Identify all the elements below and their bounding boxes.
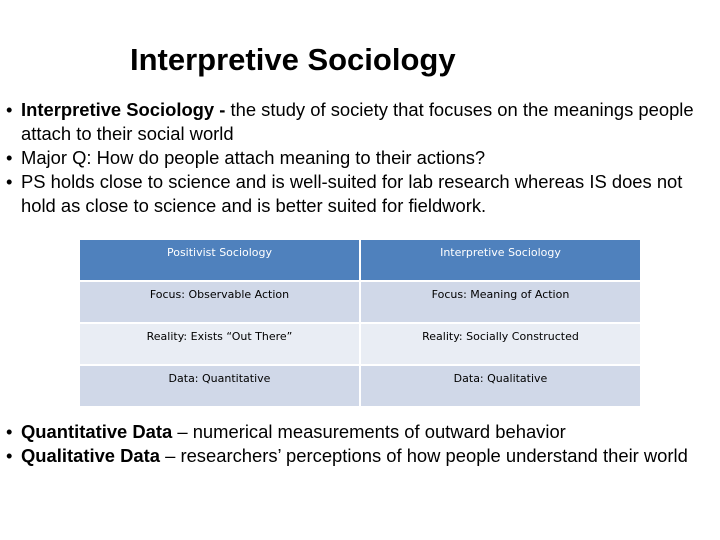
bullet-dot-icon: • — [6, 445, 13, 466]
table-header-row — [79, 239, 641, 281]
header-positivist: Positivist Sociology — [79, 239, 360, 281]
bullet-term: Qualitative Data — [21, 445, 160, 466]
bullet-major-question — [6, 146, 712, 170]
table-cell: Focus: Meaning of Action — [360, 281, 641, 323]
bullet-text: PS holds close to science and is well-suited for lab research whereas IS does not hold as close to science and is better suited for fieldwork. — [21, 171, 683, 216]
intro-bullet-list — [6, 98, 712, 218]
bullet-quantitative — [6, 420, 712, 444]
header-interpretive: Interpretive Sociology — [360, 239, 641, 281]
data-types-bullet-list — [6, 420, 712, 468]
table-cell: Data: Quantitative — [79, 365, 360, 407]
bullet-dot-icon: • — [6, 99, 13, 120]
table-cell: Reality: Exists “Out There” — [79, 323, 360, 365]
table-cell: Focus: Observable Action — [79, 281, 360, 323]
bullet-dot-icon: • — [6, 147, 13, 168]
bullet-text: the study of society that focuses on the meanings people attach to their social world — [21, 99, 694, 144]
bullet-term: Quantitative Data — [21, 421, 173, 442]
bullet-dot-icon: • — [6, 171, 13, 192]
bullet-dot-icon: • — [6, 421, 13, 442]
bullet-qualitative — [6, 444, 712, 468]
bullet-text: – numerical measurements of outward behavior — [172, 421, 566, 442]
bullet-text: Major Q: How do people attach meaning to their actions? — [21, 147, 486, 168]
slide-title: Interpretive Sociology — [130, 42, 456, 77]
comparison-table — [78, 238, 642, 408]
table-cell: Data: Qualitative — [360, 365, 641, 407]
bullet-comparison — [6, 170, 712, 218]
bullet-definition — [6, 98, 712, 146]
bullet-term: Interpretive Sociology - — [21, 99, 231, 120]
table-row — [79, 323, 641, 365]
table-row — [79, 281, 641, 323]
bullet-text: – researchers’ perceptions of how people understand their world — [160, 445, 688, 466]
table-row — [79, 365, 641, 407]
table-cell: Reality: Socially Constructed — [360, 323, 641, 365]
